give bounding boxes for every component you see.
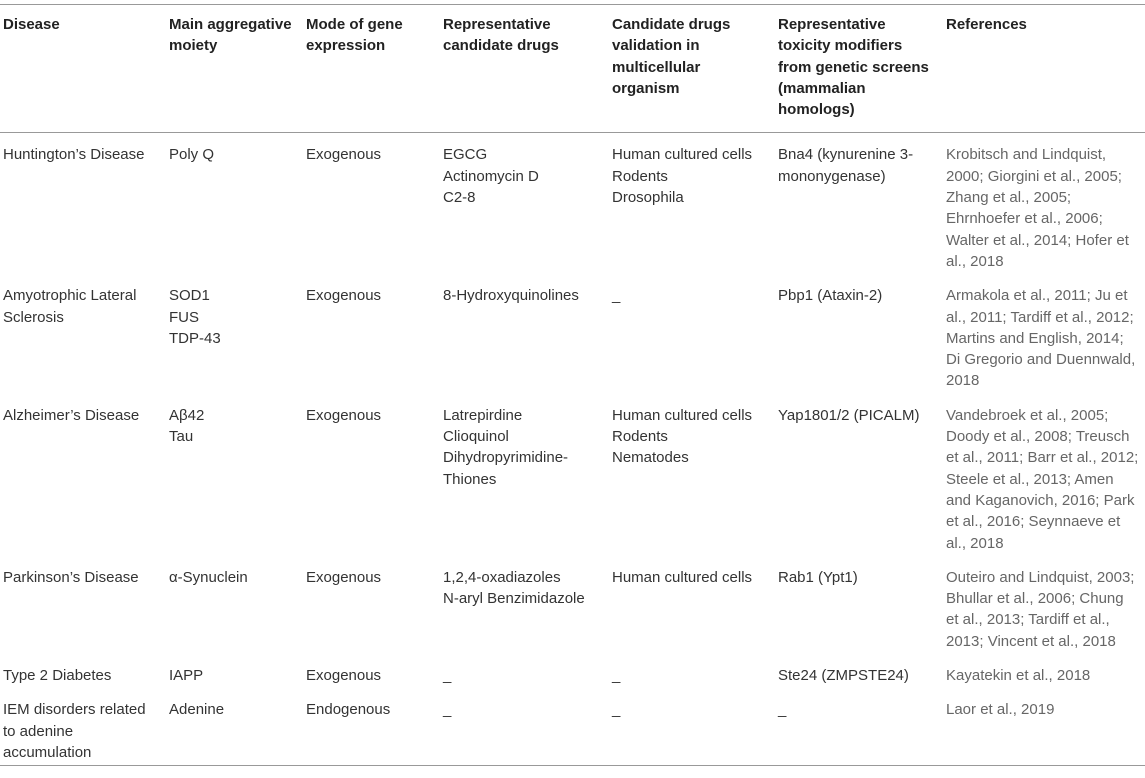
- validation-item: Rodents: [612, 167, 668, 185]
- validation-item: Human cultured cells: [612, 568, 753, 586]
- cell-drugs: [440, 274, 609, 393]
- drug-item: 1,2,4-oxadiazoles: [443, 568, 561, 586]
- cell-references: Krobitsch and Lindquist, 2000; Giorgini et al., 2005; Zhang et al., 2005; Ehrnhoefer et al., 2006; Walter et al., 2014; Hofer et al., 2018: [946, 146, 1129, 270]
- cell-validation: [609, 688, 775, 765]
- table-body: [0, 133, 1145, 766]
- moiety-item: Adenine: [169, 701, 225, 719]
- cell-disease: Parkinson’s Disease: [3, 568, 139, 586]
- drug-item: 8-Hydroxyquinolines: [443, 287, 579, 305]
- cell-modifiers: Pbp1 (Ataxin-2): [778, 287, 883, 305]
- cell-validation: [609, 556, 775, 654]
- cell-validation: [609, 654, 775, 688]
- moiety-item: FUS: [169, 308, 199, 326]
- drug-item: Latrepirdine: [443, 406, 523, 424]
- cell-drugs: [440, 654, 609, 688]
- table-row: [0, 654, 1145, 688]
- cell-mode: Exogenous: [306, 287, 382, 305]
- cell-modifiers: Yap1801/2 (PICALM): [778, 406, 920, 424]
- cell-references: Laor et al., 2019: [946, 701, 1055, 719]
- drug-item: Clioquinol: [443, 428, 509, 446]
- moiety-item: Aβ42: [169, 406, 205, 424]
- header-row: [0, 5, 1145, 133]
- moiety-item: TDP-43: [169, 329, 221, 347]
- validation-item: _: [612, 667, 621, 685]
- cell-moiety: [166, 394, 303, 556]
- cell-references: Outeiro and Lindquist, 2003; Bhullar et al., 2006; Chung et al., 2013; Tardiff et al., 2013; Vincent et al., 2018: [946, 568, 1135, 650]
- validation-item: Drosophila: [612, 189, 684, 207]
- drug-item: Actinomycin D: [443, 167, 539, 185]
- moiety-item: Tau: [169, 428, 194, 446]
- validation-item: Nematodes: [612, 449, 689, 467]
- cell-moiety: [166, 274, 303, 393]
- cell-drugs: [440, 133, 609, 274]
- cell-mode: Endogenous: [306, 701, 391, 719]
- header-drugs: Representative candidate drugs: [443, 16, 559, 55]
- table-row: [0, 688, 1145, 765]
- moiety-item: Poly Q: [169, 146, 215, 164]
- cell-references: Vandebroek et al., 2005; Doody et al., 2008; Treusch et al., 2011; Barr et al., 2012; Steele et al., 2013; Amen and Kaganovich, 2016; Park et al., 2016; Seynnaeve et al., 2018: [946, 406, 1139, 552]
- cell-moiety: [166, 654, 303, 688]
- cell-validation: [609, 133, 775, 274]
- cell-modifiers: Ste24 (ZMPSTE24): [778, 667, 909, 685]
- cell-validation: [609, 394, 775, 556]
- cell-moiety: [166, 688, 303, 765]
- header-references: References: [946, 16, 1027, 33]
- cell-moiety: [166, 133, 303, 274]
- header-validation: Candidate drugs validation in multicellular organism: [612, 16, 731, 97]
- moiety-item: SOD1: [169, 287, 210, 305]
- table-row: [0, 556, 1145, 654]
- disease-table: [0, 4, 1145, 766]
- header-mode: Mode of gene expression: [306, 16, 403, 55]
- drug-item: Dihydropyrimidine-Thiones: [443, 449, 569, 488]
- cell-references: Armakola et al., 2011; Ju et al., 2011; Tardiff et al., 2012; Martins and English, 2014; Di Gregorio and Duennwald, 2018: [946, 287, 1136, 390]
- cell-drugs: [440, 688, 609, 765]
- cell-mode: Exogenous: [306, 406, 382, 424]
- cell-mode: Exogenous: [306, 568, 382, 586]
- validation-item: _: [612, 701, 621, 719]
- validation-item: Human cultured cells: [612, 406, 753, 424]
- moiety-item: IAPP: [169, 667, 204, 685]
- cell-drugs: [440, 556, 609, 654]
- table-row: [0, 394, 1145, 556]
- cell-disease: IEM disorders related to adenine accumulation: [3, 701, 146, 761]
- validation-item: Rodents: [612, 428, 668, 446]
- validation-item: _: [612, 287, 621, 305]
- cell-modifiers: _: [778, 701, 787, 719]
- cell-modifiers: Bna4 (kynurenine 3-mononygenase): [778, 146, 914, 185]
- cell-disease: Huntington’s Disease: [3, 146, 145, 164]
- cell-modifiers: Rab1 (Ypt1): [778, 568, 858, 586]
- cell-disease: Alzheimer’s Disease: [3, 406, 140, 424]
- table-header: [0, 5, 1145, 133]
- drug-item: N-aryl Benzimidazole: [443, 590, 585, 608]
- header-disease: Disease: [3, 16, 60, 33]
- cell-mode: Exogenous: [306, 667, 382, 685]
- moiety-item: α-Synuclein: [169, 568, 248, 586]
- drug-item: EGCG: [443, 146, 488, 164]
- cell-drugs: [440, 394, 609, 556]
- cell-validation: [609, 274, 775, 393]
- cell-disease: Type 2 Diabetes: [3, 667, 112, 685]
- cell-mode: Exogenous: [306, 146, 382, 164]
- drug-item: _: [443, 667, 452, 685]
- table-row: [0, 133, 1145, 274]
- validation-item: Human cultured cells: [612, 146, 753, 164]
- cell-disease: Amyotrophic Lateral Sclerosis: [3, 287, 137, 326]
- drug-item: C2-8: [443, 189, 476, 207]
- header-modifiers: Representative toxicity modifiers from genetic screens (mammalian homologs): [778, 16, 929, 119]
- cell-moiety: [166, 556, 303, 654]
- drug-item: _: [443, 701, 452, 719]
- table-row: [0, 274, 1145, 393]
- cell-references: Kayatekin et al., 2018: [946, 667, 1091, 685]
- header-moiety: Main aggregative moiety: [169, 16, 292, 55]
